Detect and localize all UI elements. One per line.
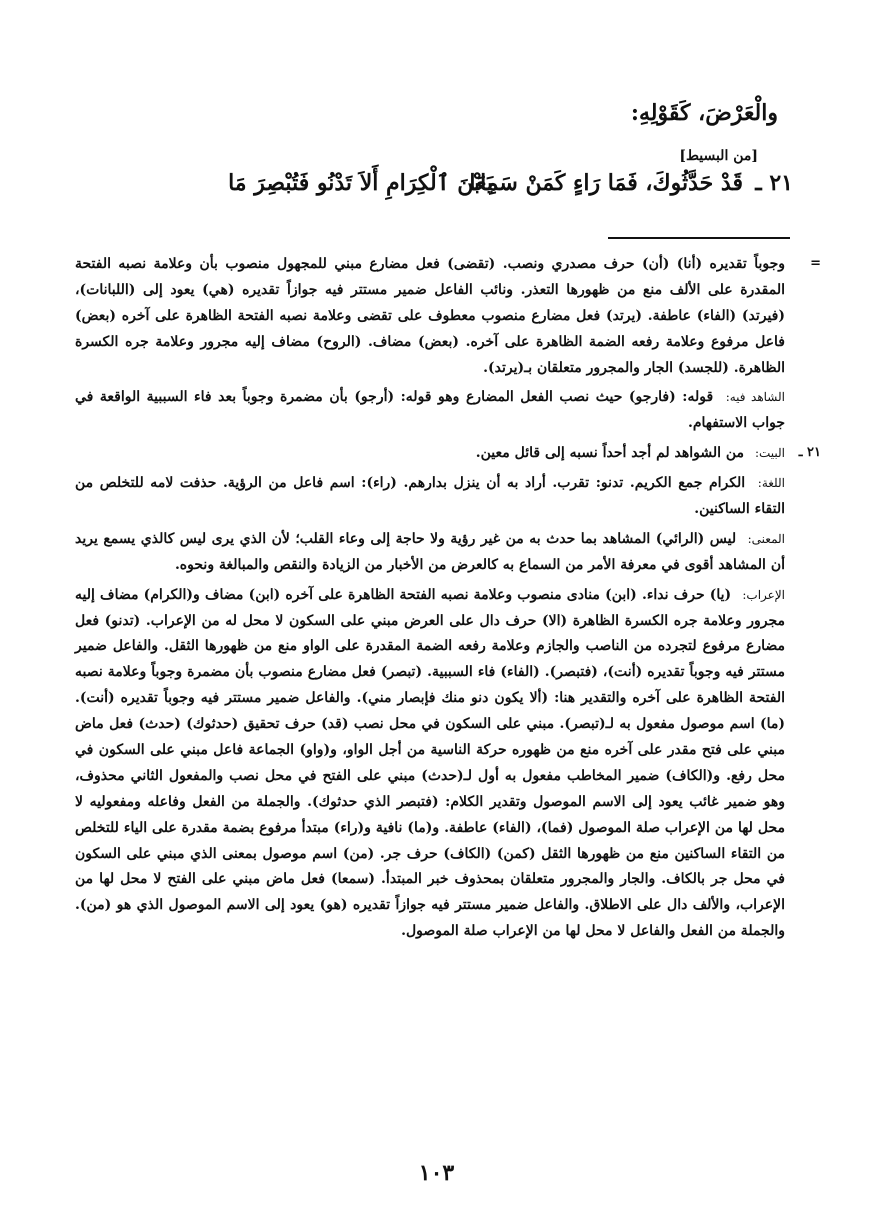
shahid-section	[75, 385, 785, 437]
meter-label: [من البسيط]	[679, 148, 758, 164]
bayt-label: البيت:	[754, 446, 785, 461]
mana-text: ليس (الرائي) المشاهد بما حدث به من غير رؤية ولا حاجة إلى وعاء القلب؛ لأن الذي يرى ليس كالذي يسمع يريد أن المشاهد أقوى في معرفة الأمر من السماع به كالعرض من الأخبار من الزيادة والنقص والمبالغة ونحوه.	[75, 530, 785, 573]
intro-line: والْعَرْضَ، كَقَوْلِهِ:	[630, 100, 778, 126]
verse-number: ٢١ ـ	[755, 170, 793, 196]
irab-section	[75, 583, 785, 945]
verse-first-hemistich: يَابْنَ ٱلْكِرَامِ أَلاَ تَدْنُو فَتُبْصِرَ مَا	[228, 170, 493, 196]
bayt-section	[75, 441, 821, 467]
lugha-section	[75, 471, 785, 523]
shahid-text: قوله: (فارجو) حيث نصب الفعل المضارع وهو قوله: (أرجو) بأن مضمرة وجوباً بعد فاء السببية الواقعة في جواب الاستفهام.	[75, 389, 785, 432]
verse-second-hemistich: قَدْ حَدَّثُوكَ، فَمَا رَاءٍ كَمَنْ سَمِعَا	[469, 170, 743, 196]
continuation-marker: =	[810, 256, 821, 271]
page-number: ١٠٣	[418, 1160, 455, 1186]
footnote-number: ٢١ ـ	[798, 445, 821, 461]
footnotes	[75, 252, 821, 949]
lugha-text: الكرام جمع الكريم. تدنو: تقرب. أراد به أن ينزل بدارهم. (راء): اسم فاعل من الرؤية. حذفت لامه للتخلص من التقاء الساكنين.	[75, 475, 785, 518]
mana-label: المعنى:	[747, 531, 785, 546]
lugha-label: اللغة:	[757, 476, 786, 491]
irab-label: الإعراب:	[742, 587, 785, 602]
footnote-divider	[608, 237, 790, 239]
mana-section	[75, 527, 785, 579]
verse-line	[90, 170, 793, 210]
bayt-text: من الشواهد لم أجد أحداً نسبه إلى قائل معين.	[475, 445, 745, 462]
shahid-label: الشاهد فيه:	[725, 390, 785, 405]
prev-footnote-continuation	[75, 252, 821, 381]
continuation-text: وجوباً تقديره (أنا) (أن) حرف مصدري ونصب. (تقضى) فعل مضارع مبني للمجهول منصوب بأن وعلامة نصبه الفتحة المقدرة على الألف منع من ظهورها التعذر. ونائب الفاعل ضمير مستتر فيه جوازاً تقديره (هي) يعود إلى (اللبانات)، (فيرتد) (الفاء) عاطفة. (يرتد) فعل مضارع منصوب معطوف على تقضى وعلامة نصبه الفتحة الظاهرة على آخره (بعض) فاعل مرفوع وعلامة رفعه الضمة الظاهرة على آخره. (بعض) مضاف. (الروح) مضاف إليه مجرور وعلامة جره الكسرة الظاهرة. (للجسد) الجار والمجرور متعلقان بـ(يرتد).	[75, 256, 785, 376]
irab-text: (يا) حرف نداء. (ابن) منادى منصوب وعلامة نصبه الفتحة الظاهرة على آخره (ابن) مضاف و(الكرام) مضاف إليه مجرور وعلامة جره الكسرة الظاهرة (الا) حرف دال على العرض مبني على السكون لا محل له من الإعراب. (تدنو) فعل مضارع مرفوع لتجرده من الناصب والجازم وعلامة رفعه الضمة المقدرة على الواو منع من ظهورها الثقل. والفاعل ضمير مستتر فيه وجوباً تقديره (أنت)، (فتبصر). (الفاء) فاء السببية. (تبصر) فعل مضارع منصوب بأن مضمرة وجوباً وعلامة نصبه الفتحة الظاهرة على آخره والتقدير هنا: (ألا يكون دنو منك فإبصار مني). والفاعل ضمير مستتر فيه وجوباً تقديره (أنت). (ما) اسم موصول مفعول به لـ(تبصر). مبني على السكون في محل نصب (قد) حرف تحقيق (حدثوك) (حدث) فعل ماض مبني على فتح مقدر على آخره منع من ظهوره حركة الناسية من أجل الواو، و(واو) الجماعة فاعل مبني على السكون في محل رفع. و(الكاف) ضمير المخاطب مفعول به أول لـ(حدث) مبني على الفتح في محل نصب والمفعول الثاني محذوف، وهو ضمير غائب يعود إلى الاسم الموصول وتقدير الكلام: (فتبصر الذي حدثوك). والجملة من الفعل وفاعله ومفعوليه لا محل لها من الإعراب صلة الموصول (فما)، (الفاء) عاطفة. و(ما) نافية و(راء) مبتدأ مرفوع بضمة مقدرة على الياء للتخلص من التقاء الساكنين منع من ظهورها الثقل (كمن) (الكاف) حرف جر. (من) اسم موصول بمعنى الذي مبني على السكون في محل جر بالكاف. والجار والمجرور متعلقان بمحذوف خبر المبتدأ. (سمعا) فعل ماض مبني على الفتح لا محل لها من الإعراب، والألف دال على الاطلاق. والفاعل ضمير مستتر فيه جوازاً تقديره (هو) يعود إلى الاسم الموصول الذي هو (من). والجملة من الفعل والفاعل لا محل لها من الإعراب صلة الموصول.	[75, 586, 785, 940]
